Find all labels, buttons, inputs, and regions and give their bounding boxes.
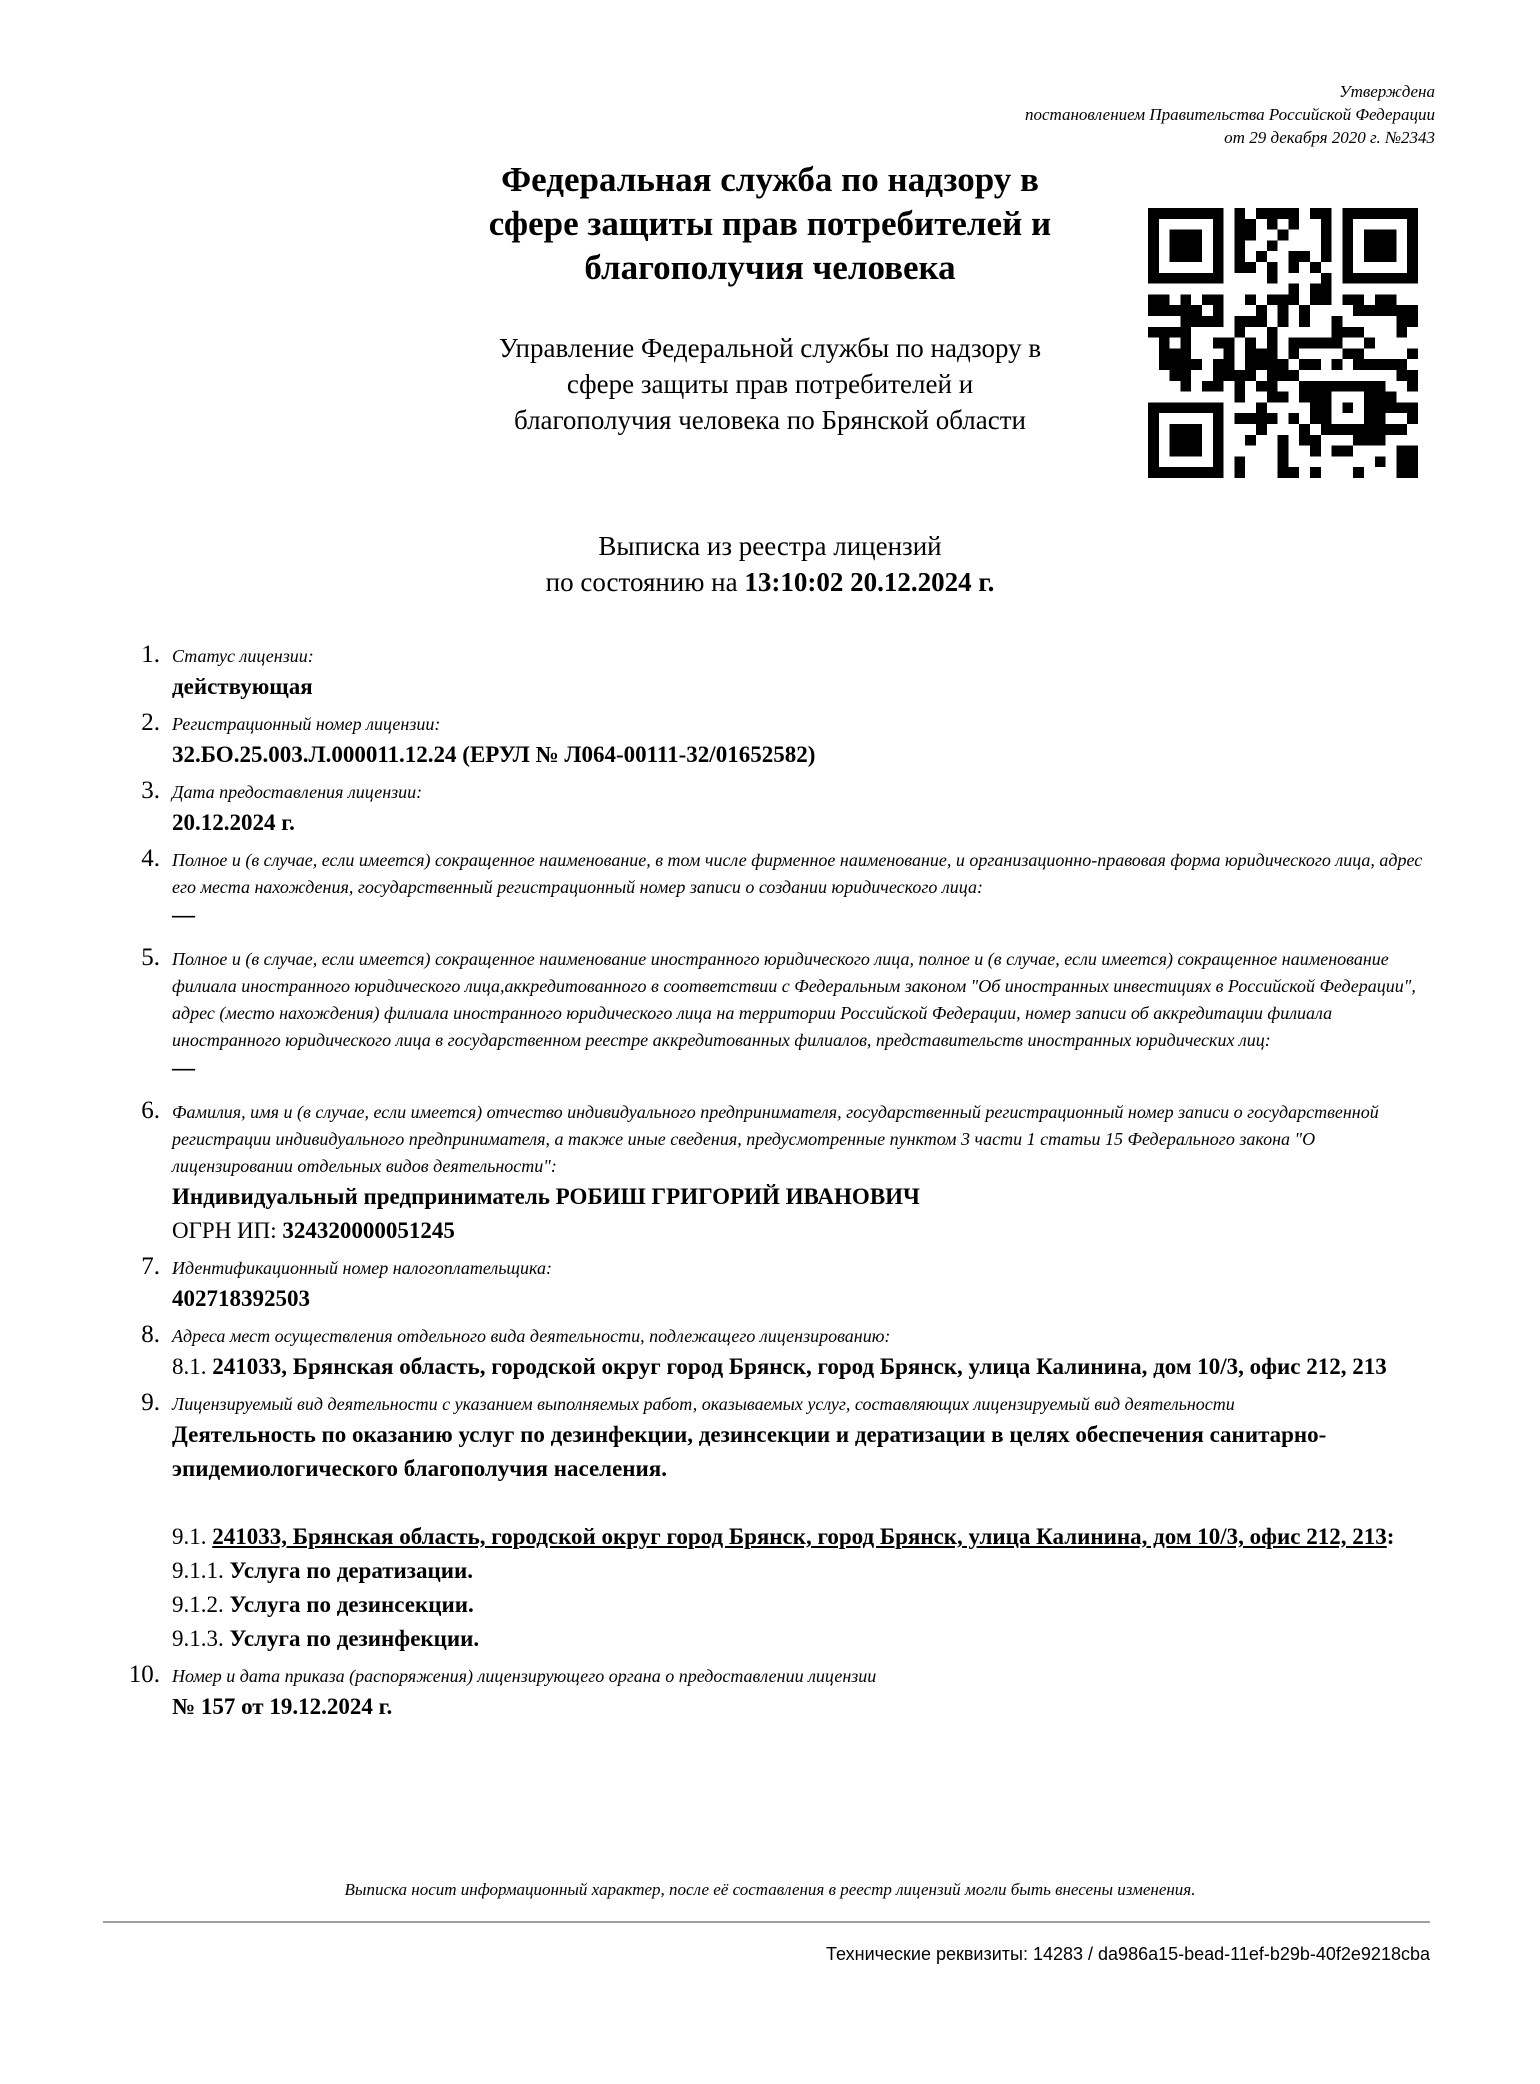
approval-line-3: от 29 декабря 2020 г. №2343 [1224,128,1435,147]
item-value: Индивидуальный предприниматель РОБИШ ГРИГОРИЙ ИВАНОВИЧ [172,1184,920,1209]
disclaimer: Выписка носит информационный характер, после её составления в реестр лицензий могли быть внесены изменения. [344,1880,1196,1899]
item-value: 402718392503 [172,1286,310,1311]
service-text: Услуга по дезинфекции. [229,1626,480,1651]
item-value: № 157 от 19.12.2024 г. [172,1694,393,1719]
agency-title [400,158,1140,290]
item-number: 2. [141,709,160,736]
item-registration-number [118,708,1438,772]
item-activity-addresses [118,1320,1438,1384]
item-label: Фамилия, имя и (в случае, если имеется) отчество индивидуального предпринимателя, государственный регистрационный номер записи о государственной регистрации индивидуального предпринимателя, а также иные сведения, предусмотренные пунктом 3 части 1 статьи 15 Федерального закона "О лицензировании отдельных видов деятельности": [172,1102,1379,1176]
item-number: 3. [141,777,160,804]
item-legal-entity [118,844,1438,929]
item-entrepreneur [118,1096,1438,1248]
item-label: Статус лицензии: [172,646,314,666]
activity-address-text: 241033, Брянская область, городской округ город Брянск, город Брянск, улица Калинина, дом 10/3, офис 212, 213 [212,1524,1387,1549]
item-label: Номер и дата приказа (распоряжения) лицензирующего органа о предоставлении лицензии [172,1666,877,1686]
item-number: 6. [141,1097,160,1124]
item-number: 8. [141,1321,160,1348]
service-number: 9.1.1. [172,1558,224,1583]
branch-title-line-1: Управление Федеральной службы по надзору в [498,333,1042,363]
item-number: 7. [141,1253,160,1280]
item-label: Регистрационный номер лицензии: [172,714,441,734]
approval-note [1025,80,1435,149]
service-number: 9.1.3. [172,1626,224,1651]
service-item [172,1554,1438,1588]
item-label: Дата предоставления лицензии: [172,782,423,802]
agency-title-line-2: сфере защиты прав потребителей и [488,204,1052,243]
item-value: 32.БО.25.003.Л.000011.12.24 (ЕРУЛ № Л064-00111-32/01652582) [172,742,816,767]
address-text: 241033, Брянская область, городской округ город Брянск, город Брянск, улица Калинина, дом 10/3, офис 212, 213 [212,1354,1387,1379]
footer-divider [103,1921,1430,1923]
ogrn-label: ОГРН ИП: [172,1218,277,1243]
extract-state-datetime: 13:10:02 20.12.2024 г. [744,567,995,597]
item-number: 9. [141,1389,160,1416]
extract-heading [400,528,1140,600]
item-inn [118,1252,1438,1316]
item-number: 10. [128,1661,160,1688]
item-license-status [118,640,1438,704]
extract-state [400,564,1140,600]
service-text: Услуга по дератизации. [229,1558,474,1583]
approval-line-1: Утверждена [1339,82,1435,101]
item-label: Идентификационный номер налогоплательщика: [172,1258,552,1278]
item-value: действующая [172,674,313,699]
address-number: 8.1. [172,1354,207,1379]
branch-title-line-3: благополучия человека по Брянской области [514,405,1026,435]
service-item [172,1588,1438,1622]
approval-line-2: постановлением Правительства Российской Федерации [1024,105,1435,124]
service-text: Услуга по дезинсекции. [229,1592,474,1617]
item-order [118,1660,1438,1724]
qr-code-icon [1148,208,1418,478]
address-entry [172,1350,1438,1384]
item-value: 20.12.2024 г. [172,810,295,835]
activity-address-entry [172,1520,1438,1554]
agency-title-line-1: Федеральная служба по надзору в [501,160,1039,199]
item-number: 1. [141,641,160,668]
item-label: Полное и (в случае, если имеется) сокращенное наименование, в том числе фирменное наименование, и организационно-правовая форма юридического лица, адрес его места нахождения, государственный регистрационный номер записи о создании юридического лица: [172,850,1423,897]
activity-address-number: 9.1. [172,1524,207,1549]
branch-title-line-2: сфере защиты прав потребителей и [566,369,974,399]
item-label: Лицензируемый вид деятельности с указанием выполняемых работ, оказываемых услуг, составляющих лицензируемый вид деятельности [172,1394,1235,1414]
service-number: 9.1.2. [172,1592,224,1617]
extract-state-prefix: по состоянию на [545,567,738,597]
item-issue-date [118,776,1438,840]
item-number: 4. [141,845,160,872]
extract-title: Выписка из реестра лицензий [598,531,942,561]
ogrn-value: 324320000051245 [282,1218,455,1243]
branch-title [400,330,1140,438]
activity-address-suffix: : [1386,1524,1395,1549]
item-value: — [172,902,195,927]
item-label: Полное и (в случае, если имеется) сокращенное наименование иностранного юридического лица, полное и (в случае, если имеется) сокращенное наименование филиала иностранного юридического лица,аккредитованного в соответствии с Федеральным законом "Об иностранных инвестициях в Российской Федерации", адрес (место нахождения) филиала иностранного юридического лица на территории Российской Федерации, номер записи об аккредитации филиала иностранного юридического лица в государственном реестре аккредитованных филиалов, представительств иностранных юридических лиц: [172,949,1416,1050]
item-value: — [172,1055,195,1080]
item-licensed-activity [118,1388,1438,1656]
license-items [118,640,1438,1724]
item-number: 5. [141,944,160,971]
item-label: Адреса мест осуществления отдельного вида деятельности, подлежащего лицензированию: [172,1326,891,1346]
technical-details: Технические реквизиты: 14283 / da986a15-bead-11ef-b29b-40f2e9218cba [826,1944,1430,1964]
activity-description: Деятельность по оказанию услуг по дезинфекции, дезинсекции и дератизации в целях обеспечения санитарно-эпидемиологического благополучия населения. [172,1422,1327,1481]
ogrn-line [172,1214,1438,1248]
item-foreign-entity [118,943,1438,1082]
agency-title-line-3: благополучия человека [584,248,956,287]
service-item [172,1622,1438,1656]
